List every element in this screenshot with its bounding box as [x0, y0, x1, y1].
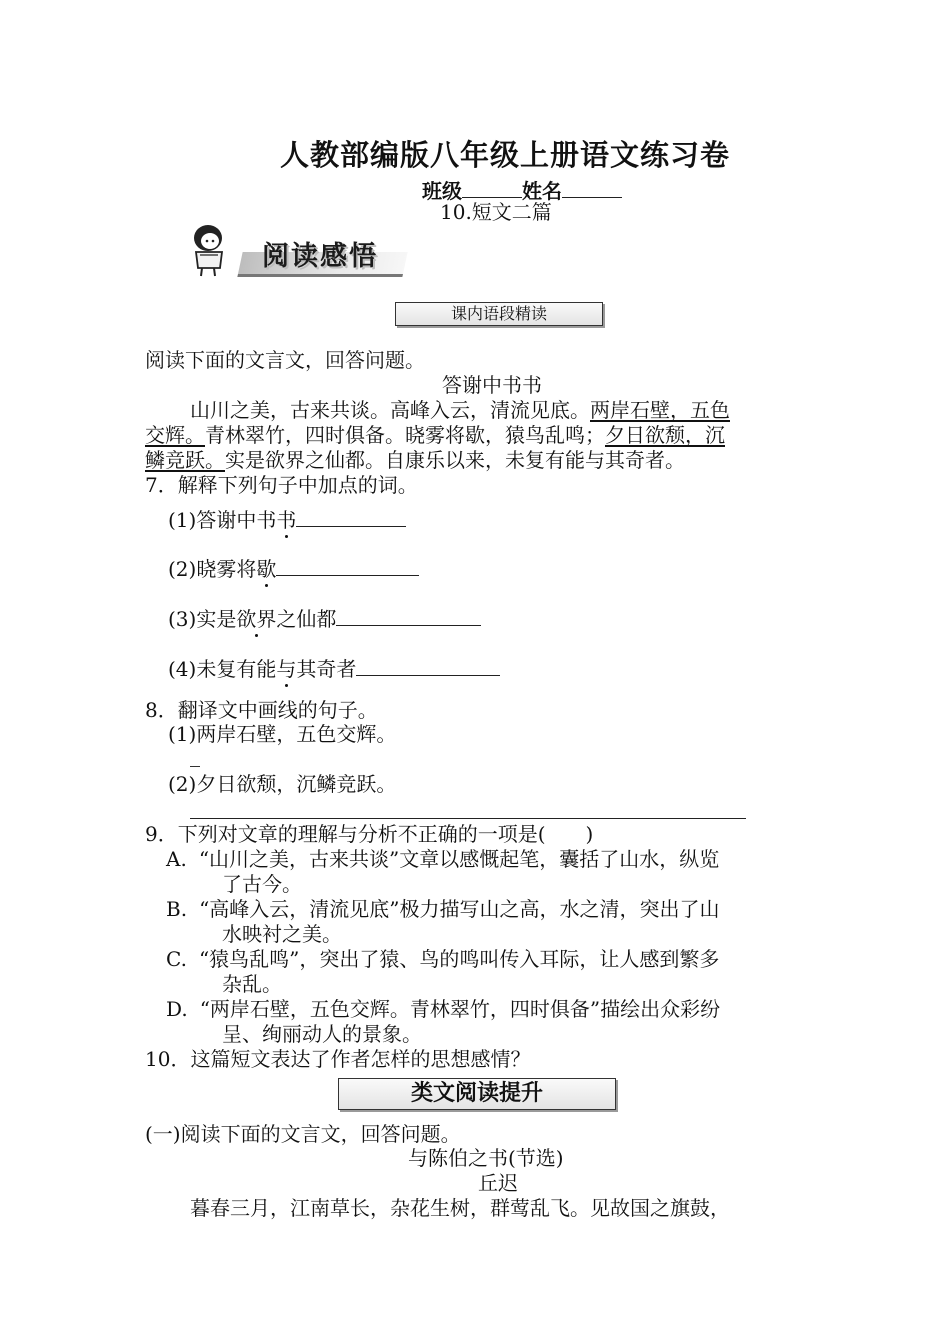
q7-item-text: 其奇者 — [296, 657, 357, 681]
extended-heading-text: 类文阅读提升 — [410, 1081, 543, 1106]
underlined-sentence: 夕日欲颓，沉 — [605, 423, 725, 447]
q9-option-c-cont: 杂乱。 — [222, 972, 282, 996]
passage2-title: 与陈伯之书(节选) — [408, 1146, 564, 1170]
q9-option-b-cont: 水映衬之美。 — [222, 922, 342, 946]
class-blank[interactable] — [462, 179, 522, 198]
q9-option-c[interactable] — [166, 947, 719, 972]
passage1-intro: 阅读下面的文言文，回答问题。 — [145, 348, 425, 372]
q7-item-1 — [168, 508, 406, 533]
divider — [190, 766, 200, 767]
q7-item-text: (2)晓雾将 — [168, 557, 257, 581]
q9-option-b[interactable] — [166, 897, 720, 922]
student-figure-icon — [186, 222, 236, 278]
answer-blank[interactable] — [356, 657, 500, 676]
q9-option-d-cont: 呈、绚丽动人的景象。 — [222, 1022, 422, 1046]
dotted-word: 书 — [276, 508, 297, 532]
intext-section-heading — [395, 302, 603, 326]
extended-section-heading — [338, 1078, 616, 1110]
passage1-line2 — [145, 423, 725, 448]
q7-item-text: 之仙都 — [276, 607, 337, 631]
q7-item-text: (4)未复有能 — [168, 657, 277, 681]
option-label: A. — [166, 847, 187, 871]
dotted-word: 欲界 — [236, 607, 277, 631]
q8-stem: 8．翻译文中画线的句子。 — [145, 698, 378, 722]
passage1-text: 实是欲界之仙都。自康乐以来，未复有能与其奇者。 — [225, 448, 685, 472]
passage1-title: 答谢中书书 — [442, 373, 542, 397]
dotted-word: 歇 — [256, 557, 277, 581]
q7-item-2 — [168, 557, 419, 582]
q8-sentence-2: (2)夕日欲颓，沉鳞竞跃。 — [168, 772, 397, 796]
name-blank[interactable] — [562, 179, 622, 198]
dotted-word: 与 — [276, 657, 297, 681]
q9-option-d[interactable] — [166, 997, 720, 1022]
passage1-text: 山川之美，古来共谈。高峰入云，清流见底。 — [190, 398, 590, 422]
answer-blank[interactable] — [276, 557, 419, 576]
q7-item-3 — [168, 607, 481, 632]
option-label: B. — [166, 897, 188, 921]
passage1-line1 — [190, 398, 730, 423]
q9-stem: 9．下列对文章的理解与分析不正确的一项是( ) — [145, 822, 594, 846]
option-text: “两岸石壁，五色交辉。青林翠竹，四时俱备”描绘出众彩纷 — [199, 997, 721, 1021]
lesson-title: 10.短文二篇 — [440, 200, 552, 224]
name-label: 姓名 — [522, 179, 562, 203]
q9-option-a[interactable] — [166, 847, 719, 872]
q7-stem: 7．解释下列句子中加点的词。 — [145, 473, 418, 497]
passage2-author: 丘迟 — [478, 1171, 518, 1195]
answer-line[interactable] — [190, 818, 746, 819]
underlined-sentence: 两岸石壁，五色 — [590, 398, 730, 422]
option-label: D. — [166, 997, 188, 1021]
option-text: “高峰入云，清流见底”极力描写山之高，水之清，突出了山 — [199, 897, 720, 921]
option-text: “猿鸟乱鸣”，突出了猿、鸟的鸣叫传入耳际，让人感到繁多 — [198, 947, 720, 971]
q7-item-text: (1)答谢中书 — [168, 508, 277, 532]
passage1-text: 青林翠竹，四时俱备。晓雾将歇，猿鸟乱鸣； — [205, 423, 605, 447]
reading-banner: 阅读感悟 — [262, 241, 378, 272]
page-title: 人教部编版八年级上册语文练习卷 — [279, 138, 730, 172]
passage2-line1: 暮春三月，江南草长，杂花生树，群莺乱飞。见故国之旗鼓， — [190, 1196, 730, 1220]
q7-item-text: (3)实是 — [168, 607, 237, 631]
q9-option-a-cont: 了古今。 — [222, 872, 302, 896]
passage2-intro: (一)阅读下面的文言文，回答问题。 — [145, 1122, 461, 1146]
answer-blank[interactable] — [336, 607, 481, 626]
underlined-sentence: 鳞竞跃。 — [145, 448, 225, 472]
q10-stem: 10．这篇短文表达了作者怎样的思想感情？ — [145, 1047, 531, 1071]
q7-item-4 — [168, 657, 500, 682]
option-text: “山川之美，古来共谈”文章以感慨起笔，囊括了山水，纵览 — [198, 847, 720, 871]
class-label: 班级 — [422, 179, 462, 203]
underlined-sentence: 交辉。 — [145, 423, 205, 447]
intext-heading-text: 课内语段精读 — [450, 304, 547, 323]
answer-blank[interactable] — [296, 508, 406, 527]
option-label: C. — [166, 947, 187, 971]
passage1-line3 — [145, 448, 685, 473]
q8-sentence-1: (1)两岸石壁，五色交辉。 — [168, 722, 397, 746]
